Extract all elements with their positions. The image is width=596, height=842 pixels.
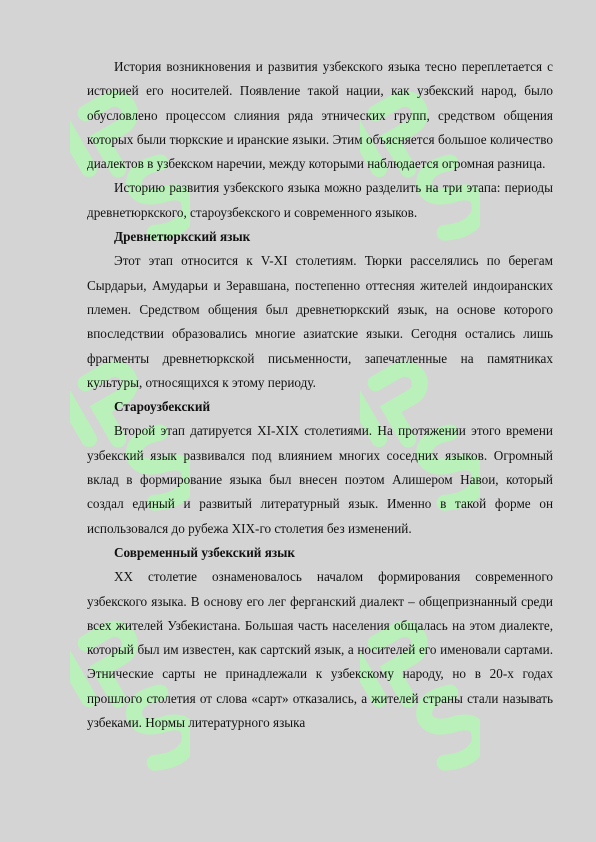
paragraph: Этот этап относится к V-XI столетиям. Тюрки расселялись по берегам Сырдарьи, Амударьи и Зеравшана, постепенно оттесняя жителей индоиранских племен. Средством общения был древнетюркский язык, на основе которого впоследствии образовались многие азиатские языки. Сегодня остались лишь фрагменты древнетюркской письменности, запечатленные на памятниках культуры, относящихся к этому периоду. [87, 253, 553, 390]
section-heading: Древнетюркский язык [114, 229, 251, 245]
paragraph: Историю развития узбекского языка можно разделить на три этапа: периоды древнетюркского, староузбекского и современного языков. [87, 180, 553, 220]
paragraph: Второй этап датируется XI-XIX столетиями. На протяжении этого времени узбекский язык развивался под влиянием многих соседних языков. Огромный вклад в формирование языка был внесен поэтом Алишером Навои, который создал единый и развитый литературный язык. Именно в такой форме он использовался до рубежа XIX-го столетия без изменений. [87, 423, 553, 536]
section-heading: Современный узбекский язык [114, 544, 296, 560]
paragraph: История возникновения и развития узбекского языка тесно переплетается с историей его носителей. Появление такой нации, как узбекский народ, было обусловлено процессом слияния ряда этнических групп, средством общения которых были тюркские и иранские языки. Этим объясняется большое количество диалектов в узбекском наречии, между которыми наблюдается огромная разница. [87, 59, 553, 172]
document-body [87, 55, 553, 735]
paragraph: XX столетие ознаменовалось началом формирования современного узбекского языка. В основу его лег ферганский диалект – общепризнанный среди всех жителей Узбекистана. Большая часть населения общалась на этом диалекте, который был им известен, как сартский язык, а носителей его именовали сартами. Этнические сарты не принадлежали к узбекскому народу, но в 20-х годах прошлого столетия от слова «сарт» отказались, а жителей страны стали называть узбеками. Нормы литературного языка [87, 569, 553, 731]
section-heading: Староузбекский [114, 399, 211, 415]
